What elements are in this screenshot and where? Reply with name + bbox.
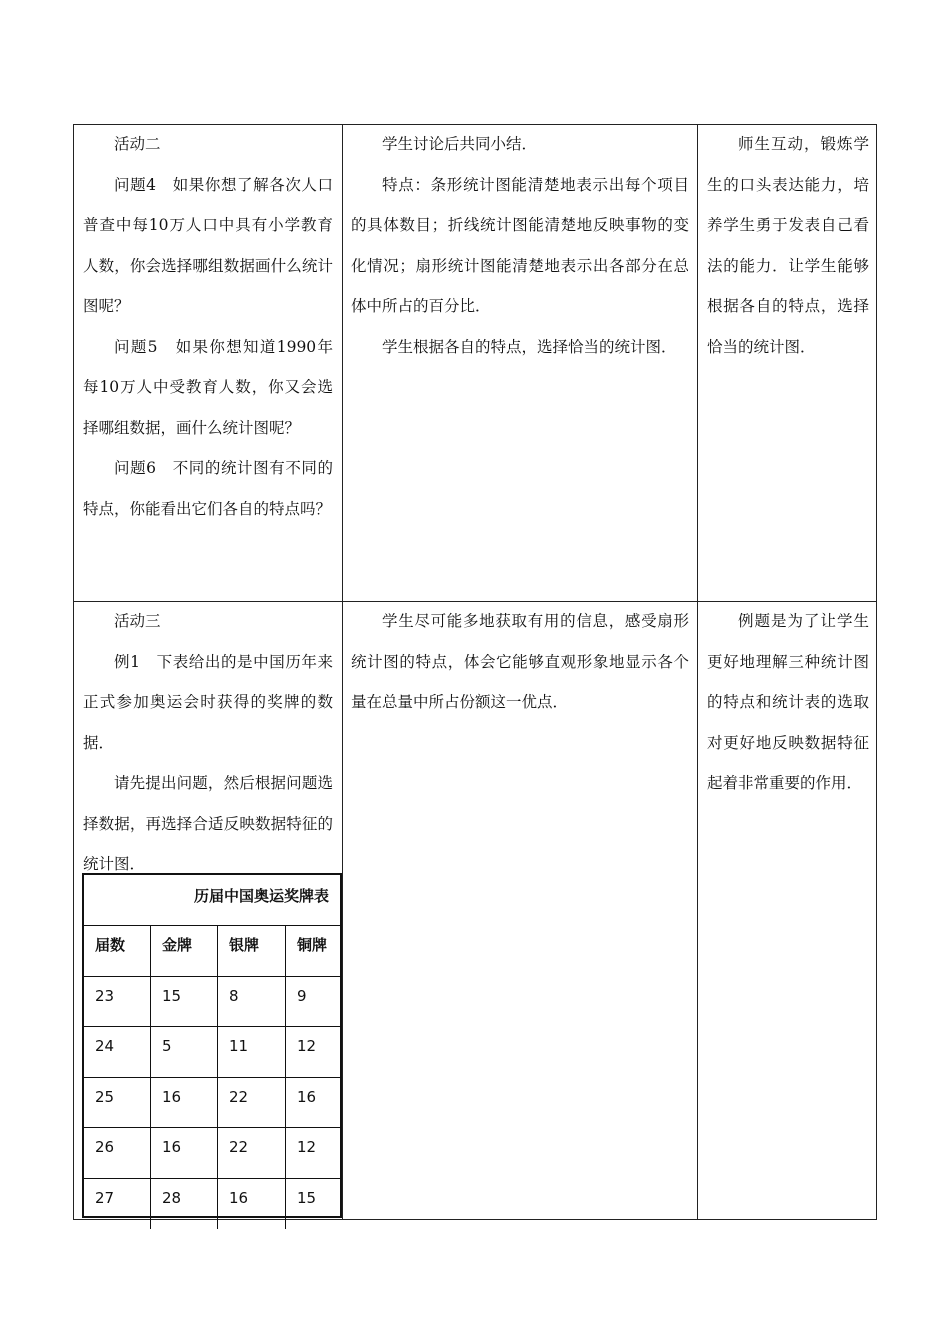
design-intent: 例题是为了让学生更好地理解三种统计图的特点和统计表的选取对更好地反映数据特征起着非常重要的作用． <box>707 612 869 792</box>
student-activity: 学生尽可能多地获取有用的信息，感受扇形统计图的特点，体会它能够直观形象地显示各个量在总量中所占份额这一优点． <box>351 612 689 711</box>
header-cell: 届数 <box>95 936 126 954</box>
table-cell: 22 <box>217 1078 285 1128</box>
question-6: 问题6 不同的统计图有不同的特点，你能看出它们各自的特点吗？ <box>83 459 333 518</box>
example-1: 例1 下表给出的是中国历年来正式参加奥运会时获得的奖牌的数据． <box>83 652 333 752</box>
row1-intent-cell <box>707 124 869 367</box>
table-header-row <box>84 925 340 976</box>
row2-student-cell <box>351 601 689 723</box>
activity-heading: 活动三 <box>114 612 161 630</box>
example-instruction: 请先提出问题，然后根据问题选择数据，再选择合适反映数据特征的统计图． <box>83 774 333 873</box>
student-summary: 学生讨论后共同小结． <box>382 135 538 153</box>
table-row <box>84 1026 340 1077</box>
chart-choice: 学生根据各自的特点，选择恰当的统计图． <box>382 337 677 356</box>
row1-student-cell <box>351 124 689 367</box>
question-5: 问题5 如果你想知道1990年每10万人中受教育人数，你又会选择哪组数据，画什么统计图呢？ <box>83 337 333 437</box>
chart-features: 特点：条形统计图能清楚地表示出每个项目的具体数目；折线统计图能清楚地反映事物的变化情况；扇形统计图能清楚地表示出各部分在总体中所占的百分比． <box>351 175 689 315</box>
design-intent: 师生互动，锻炼学生的口头表达能力，培养学生勇于发表自己看法的能力．让学生能够根据各自的特点，选择恰当的统计图． <box>707 135 869 356</box>
column-divider <box>342 125 343 1219</box>
table-cell: 24 <box>95 1037 115 1056</box>
header-cell: 银牌 <box>217 926 285 976</box>
table-cell: 26 <box>95 1138 115 1157</box>
table-cell: 25 <box>95 1087 115 1106</box>
row1-activity-cell <box>83 124 333 529</box>
table-cell: 5 <box>150 1027 217 1077</box>
table-cell: 15 <box>150 977 217 1027</box>
table-row <box>84 976 340 1027</box>
table-cell: 15 <box>285 1179 342 1229</box>
table-cell: 16 <box>217 1179 285 1229</box>
table-cell: 28 <box>150 1179 217 1229</box>
table-cell: 16 <box>150 1078 217 1128</box>
question-4: 问题4 如果你想了解各次人口普查中每10万人口中具有小学教育人数，你会选择哪组数据画什么统计图呢？ <box>83 175 333 315</box>
medal-table-title: 历届中国奥运奖牌表 <box>194 887 330 905</box>
row2-activity-cell <box>83 601 333 885</box>
activity-heading: 活动二 <box>114 135 161 153</box>
table-cell: 9 <box>285 977 342 1027</box>
table-cell: 12 <box>285 1128 342 1178</box>
header-cell: 金牌 <box>150 926 217 976</box>
table-cell: 16 <box>285 1078 342 1128</box>
table-row <box>84 1178 340 1229</box>
table-cell: 16 <box>150 1128 217 1178</box>
table-cell: 8 <box>217 977 285 1027</box>
table-cell: 11 <box>217 1027 285 1077</box>
row2-intent-cell <box>707 601 869 804</box>
table-row <box>84 1127 340 1178</box>
column-divider <box>697 125 698 1219</box>
table-cell: 22 <box>217 1128 285 1178</box>
table-cell: 23 <box>95 986 115 1005</box>
medal-table <box>82 873 342 1218</box>
table-row <box>84 1077 340 1128</box>
table-cell: 12 <box>285 1027 342 1077</box>
header-cell: 铜牌 <box>285 926 342 976</box>
medal-table-grid <box>84 925 340 1229</box>
table-cell: 27 <box>95 1188 115 1207</box>
